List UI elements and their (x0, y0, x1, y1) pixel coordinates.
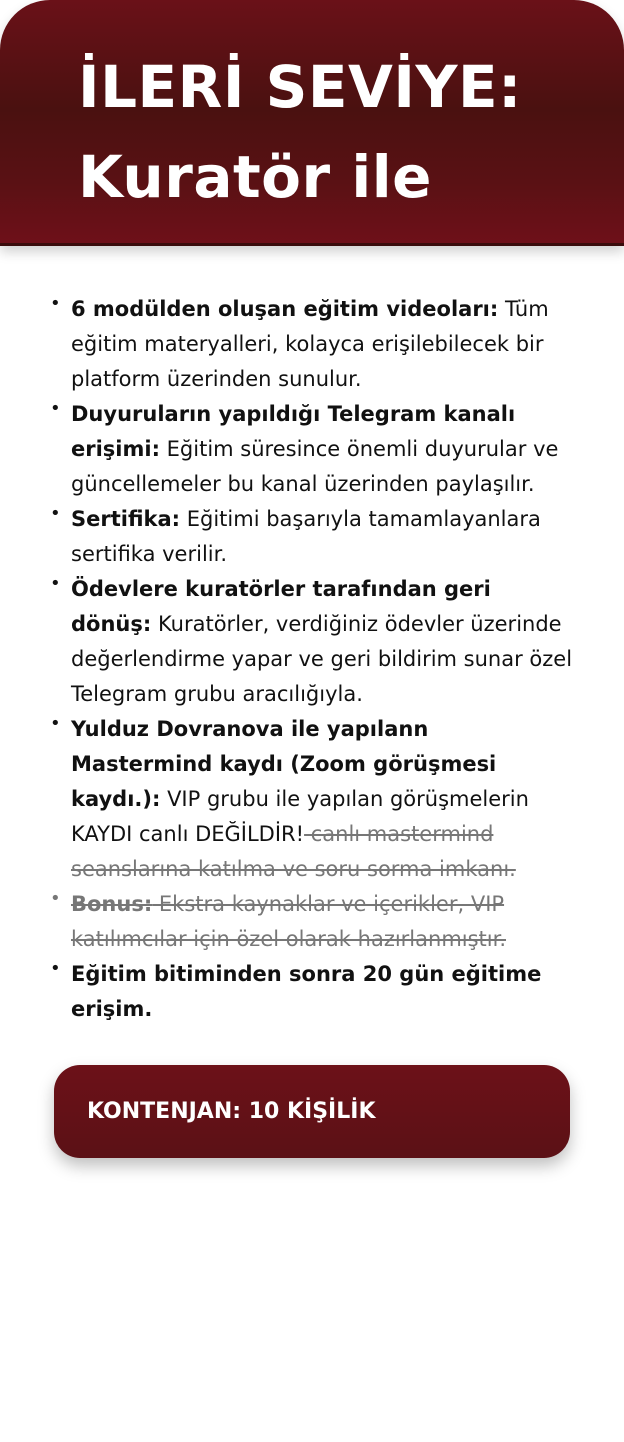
plan-title-line-1: İLERİ SEVİYE: (78, 53, 522, 121)
plan-title-line-2: Kuratör ile (78, 143, 432, 211)
feature-description: Eğitim süresince önemli duyurular ve güncellemeler bu kanal üzerinden paylaşılır. (71, 437, 559, 496)
feature-item (46, 572, 576, 712)
feature-item-disabled (46, 887, 576, 957)
feature-heading: Duyuruların yapıldığı Telegram kanalı erişimi: (71, 402, 516, 461)
feature-heading: 6 modülden oluşan eğitim videoları: (71, 297, 499, 321)
feature-description: Eğitimi başarıyla tamamlayanlara sertifika verilir. (71, 507, 541, 566)
feature-description: Ekstra kaynaklar ve içerikler, VIP katılımcılar için özel olarak hazırlanmıştır. (71, 892, 507, 951)
feature-heading: Eğitim bitiminden sonra 20 gün eğitime erişim. (71, 962, 542, 1021)
card-header (0, 0, 624, 246)
feature-item (46, 397, 576, 502)
feature-heading: Sertifika: (71, 507, 181, 531)
feature-item (46, 502, 576, 572)
feature-item (46, 712, 576, 887)
feature-description: Kuratörler, verdiğiniz ödevler üzerinde değerlendirme yapar ve geri bildirim sunar özel Telegram grubu aracılığıyla. (71, 612, 573, 706)
feature-heading: Ödevlere kuratörler tarafından geri dönüş: (71, 577, 491, 636)
capacity-button[interactable]: KONTENJAN: 10 KİŞİLİK (54, 1065, 570, 1158)
feature-description: VIP grubu ile yapılan görüşmelerin KAYDI canlı DEĞİLDİR! (71, 787, 529, 846)
feature-heading: Bonus: (71, 892, 153, 916)
plan-title (78, 42, 598, 222)
feature-description: Tüm eğitim materyalleri, kolayca erişilebilecek bir platform üzerinden sunulur. (71, 297, 549, 391)
feature-item (46, 292, 576, 397)
feature-struck-text: canlı mastermind seanslarına katılma ve soru sorma imkanı. (71, 822, 516, 881)
feature-item (46, 957, 576, 1027)
feature-list (46, 292, 576, 1027)
feature-heading: Yulduz Dovranova ile yapılann Mastermind kaydı (Zoom görüşmesi kaydı.): (71, 717, 497, 811)
